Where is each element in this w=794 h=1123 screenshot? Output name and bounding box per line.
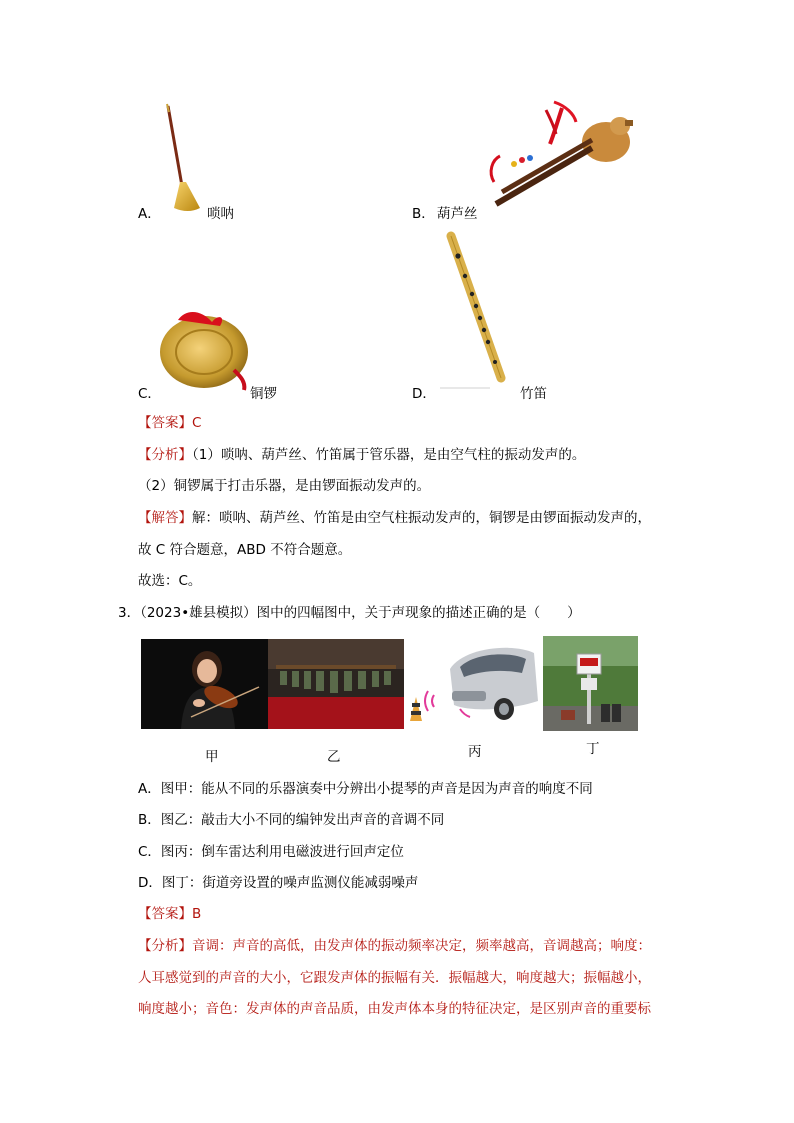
chime-bells-photo xyxy=(268,639,404,729)
q2-analysis-line xyxy=(138,445,585,465)
answer-tag: 【答案】 xyxy=(138,415,192,431)
option-d-name: 竹笛 xyxy=(520,386,547,402)
final-choice: 故选：C。 xyxy=(138,573,202,589)
gong-icon xyxy=(158,304,258,394)
analysis-text-3: 响度越小；音色：发声体的声音品质，由发声体本身的特征决定，是区别声音的重要标 xyxy=(138,1001,651,1017)
solution-tag: 【解答】 xyxy=(138,510,192,526)
caption-bing: 丙 xyxy=(468,744,482,760)
image-strip xyxy=(440,387,490,389)
option-c-name: 铜锣 xyxy=(250,386,277,402)
analysis-text-1: 音调：声音的高低，由发声体的振动频率决定，频率越高，音调越高；响度： xyxy=(192,938,651,954)
solution-text-2: 故 C 符合题意，ABD 不符合题意。 xyxy=(138,542,352,558)
option-a-letter: A． xyxy=(138,206,161,222)
solution-text-1: 解：唢呐、葫芦丝、竹笛是由空气柱振动发声的，铜锣是由锣面振动发声的， xyxy=(192,510,651,526)
option-d-letter: D． xyxy=(412,386,436,402)
q2-solution-line xyxy=(138,508,651,528)
q3-answer-line xyxy=(138,904,201,924)
analysis-text-2: 人耳感觉到的声音的大小，它跟发声体的振幅有关．振幅越大，响度越大；振幅越小， xyxy=(138,970,651,986)
q2-answer-line xyxy=(138,413,201,433)
option-b-letter: B． xyxy=(412,206,435,222)
analysis-text-1: （1）唢呐、葫芦丝、竹笛属于管乐器，是由空气柱的振动发声的。 xyxy=(192,447,586,463)
q3-option-a: A．图甲：能从不同的乐器演奏中分辨出小提琴的声音是因为声音的响度不同 xyxy=(138,781,593,797)
caption-yi: 乙 xyxy=(327,749,341,765)
answer-tag: 【答案】 xyxy=(138,906,192,922)
option-c-letter: C． xyxy=(138,386,161,402)
option-b-name: 葫芦丝 xyxy=(437,206,478,222)
q3-stem xyxy=(118,603,581,623)
answer-value: B xyxy=(192,906,202,922)
bamboo-flute-icon xyxy=(445,232,505,382)
q3-number: 3． xyxy=(118,605,141,621)
q3-stem-text: 图中的四幅图中，关于声现象的描述正确的是（ ） xyxy=(256,605,581,621)
reversing-radar-illustration xyxy=(404,639,540,729)
suona-icon xyxy=(162,104,202,214)
analysis-tag: 【分析】 xyxy=(138,938,192,954)
noise-monitor-photo xyxy=(543,636,638,731)
option-a-name: 唢呐 xyxy=(207,206,234,222)
hulusi-icon xyxy=(484,100,634,210)
analysis-text-2: （2）铜锣属于打击乐器，是由锣面振动发声的。 xyxy=(138,478,431,494)
answer-value: C xyxy=(192,415,202,431)
analysis-tag: 【分析】 xyxy=(138,447,192,463)
caption-ding: 丁 xyxy=(586,741,600,757)
violinist-photo xyxy=(141,639,268,729)
q3-option-d: D．图丁：街道旁设置的噪声监测仪能减弱噪声 xyxy=(138,875,419,891)
q3-option-b: B．图乙：敲击大小不同的编钟发出声音的音调不同 xyxy=(138,812,445,828)
q3-option-c: C．图丙：倒车雷达利用电磁波进行回声定位 xyxy=(138,844,404,860)
caption-jia: 甲 xyxy=(205,749,219,765)
q3-source: （2023•雄县模拟） xyxy=(140,605,257,621)
q3-analysis-line xyxy=(138,936,651,956)
